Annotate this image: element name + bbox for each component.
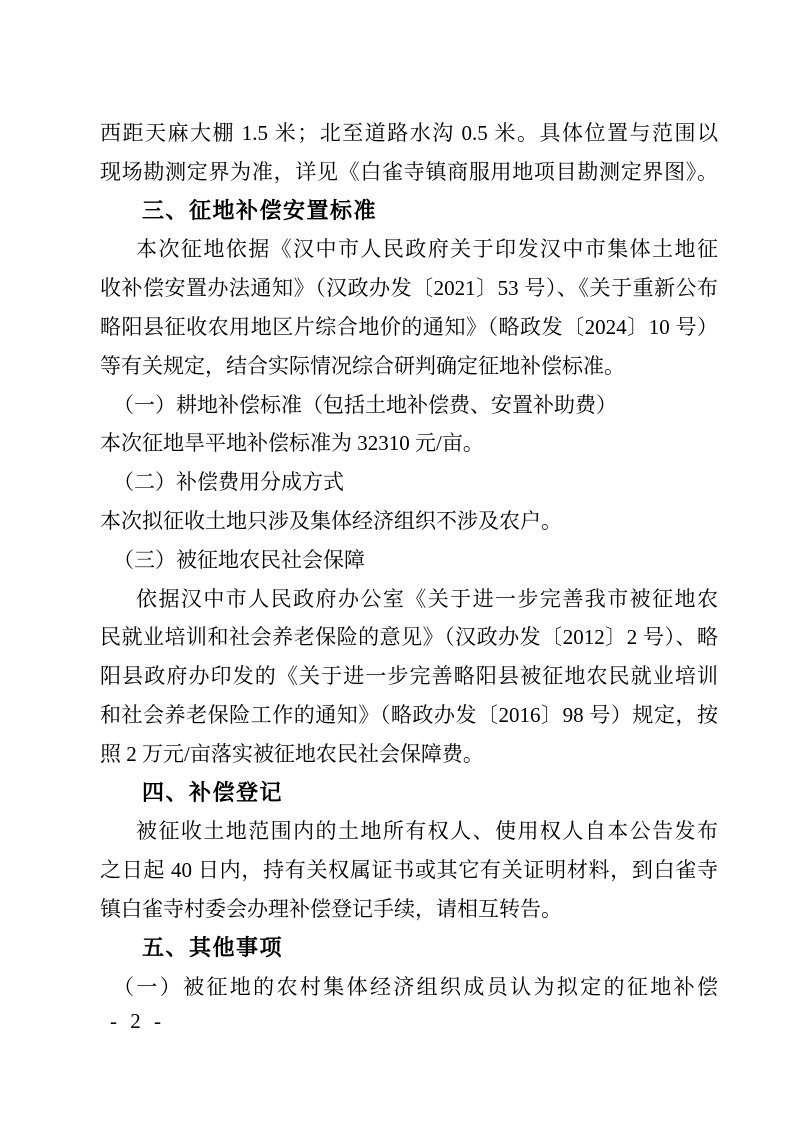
text-line: （一）被征地的农村集体经济组织成员认为拟定的征地补偿 bbox=[113, 974, 718, 999]
page-number: - 2 - bbox=[110, 1009, 162, 1033]
text-line: 收补偿安置办法通知》（汉政办发〔2021〕53 号）、《关于重新公布 bbox=[100, 276, 718, 301]
document-body bbox=[100, 114, 718, 1006]
text-line: 之日起 40 日内，持有关权属证书或其它有关证明材料，到白雀寺 bbox=[100, 858, 718, 883]
text-line: 民就业培训和社会养老保险的意见》（汉政办发〔2012〕2 号）、略 bbox=[100, 625, 718, 650]
text-line: 本次征地旱平地补偿标准为 32310 元/亩。 bbox=[100, 431, 484, 456]
text-line: 略阳县征收农用地区片综合地价的通知》（略政发〔2024〕10 号） bbox=[100, 314, 718, 339]
section-heading: 四、补偿登记 bbox=[142, 779, 284, 805]
text-line: 镇白雀寺村委会办理补偿登记手续，请相互转告。 bbox=[100, 896, 562, 921]
text-line: 依据汉中市人民政府办公室《关于进一步完善我市被征地农 bbox=[136, 586, 718, 611]
sub-heading: （二）补偿费用分成方式 bbox=[113, 470, 344, 495]
text-line: 本次拟征收土地只涉及集体经济组织不涉及农户。 bbox=[100, 508, 562, 533]
text-line: 阳县政府办印发的《关于进一步完善略阳县被征地农民就业培训 bbox=[100, 664, 718, 689]
text-line: 等有关规定，结合实际情况综合研判确定征地补偿标准。 bbox=[100, 353, 625, 378]
section-heading: 五、其他事项 bbox=[142, 934, 284, 960]
sub-heading: （一）耕地补偿标准（包括土地补偿费、安置补助费） bbox=[113, 392, 617, 417]
text-line: 和社会养老保险工作的通知》（略政办发〔2016〕98 号）规定，按 bbox=[100, 702, 718, 727]
text-line: 本次征地依据《汉中市人民政府关于印发汉中市集体土地征 bbox=[136, 237, 718, 262]
text-line: 现场勘测定界为准，详见《白雀寺镇商服用地项目勘测定界图》。 bbox=[100, 159, 718, 184]
text-line: 被征收土地范围内的土地所有权人、使用权人自本公告发布 bbox=[136, 819, 718, 844]
text-line: 照 2 万元/亩落实被征地农民社会保障费。 bbox=[100, 741, 484, 766]
section-heading: 三、征地补偿安置标准 bbox=[142, 197, 378, 223]
text-line: 西距天麻大棚 1.5 米；北至道路水沟 0.5 米。具体位置与范围以 bbox=[100, 121, 718, 145]
sub-heading: （三）被征地农民社会保障 bbox=[113, 547, 365, 572]
